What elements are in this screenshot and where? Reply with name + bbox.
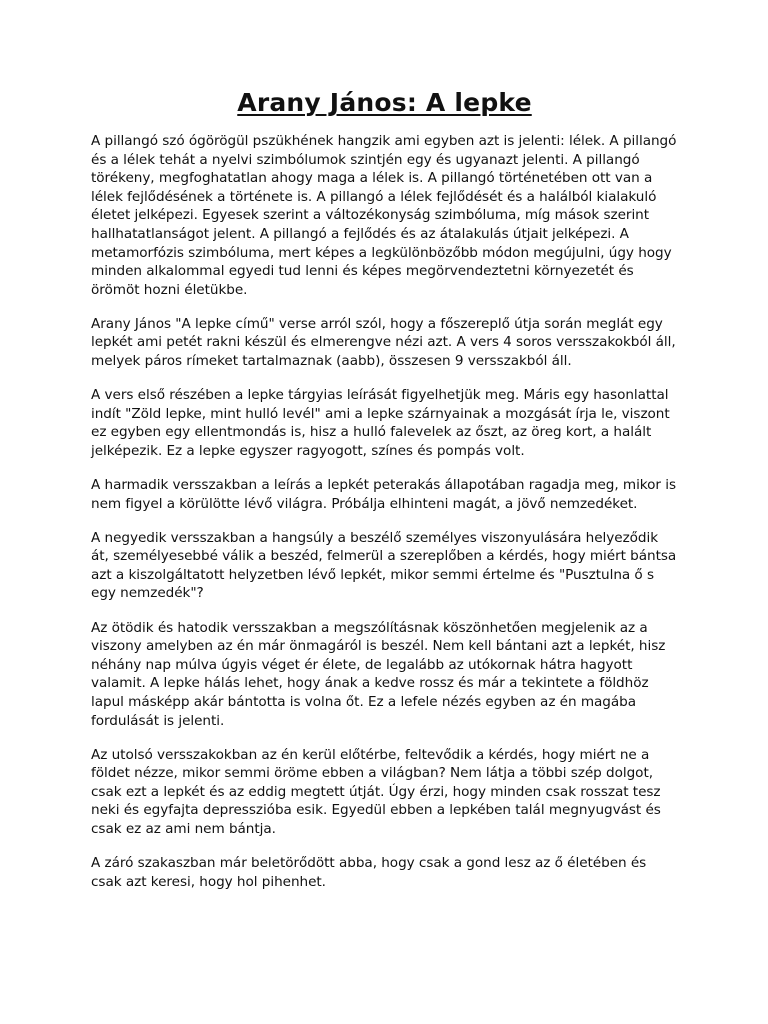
paragraph-4: A harmadik versszakban a leírás a lepkét peterakás állapotában ragadja meg, mikor is nem figyel a körülötte lévő világra. Próbálja elhinteni magát, a jövő nemzedéket. xyxy=(91,477,676,512)
paragraph-5: A negyedik versszakban a hangsúly a beszélő személyes viszonyulására helyeződik át, személyesebbé válik a beszéd, felmerül a szereplőben a kérdés, hogy miért bántsa azt a kiszolgáltatott helyzetben lévő lepkét, mikor semmi értelme és "Pusztulna ő s egy nemzedék"? xyxy=(91,529,677,602)
paragraph-1: A pillangó szó ógörögül pszükhének hangzik ami egyben azt is jelenti: lélek. A pillangó és a lélek tehát a nyelvi szimbólumok szintjén egy és ugyanazt jelenti. A pillangó törékeny, megfoghatatlan ahogy maga a lélek is. A pillangó történetében ott van a lélek fejlődésének a története is. A pillangó a lélek fejlődését és a halálból kialakuló életet jelképezi. Egyesek szerint a változékonyság szimbóluma, míg mások szerint hallhatatlanságot jelent. A pillangó a fejlődés és az átalakulás útjait jelképezi. A metamorfózis szimbóluma, mert képes a legkülönbözőbb módon megújulni, úgy hogy minden alkalommal egyedi tud lenni és képes megörvendeztetni környezetét és örömöt hozni életükbe. xyxy=(91,133,677,298)
paragraph-6: Az ötödik és hatodik versszakban a megszólításnak köszönhetően megjelenik az a viszony amelyben az én már önmagáról is beszél. Nem kell bántani azt a lepkét, hisz néhány nap múlva úgyis véget ér élete, de legalább az utókornak hátra hagyott valamit. A lepke hálás lehet, hogy ának a kedve rossz és már a tekintete a földhöz lapul másképp akár bántotta is volna őt. Ez a lefele nézés egyben az én magába fordulását is jelenti. xyxy=(91,619,666,729)
paragraph-7: Az utolsó versszakokban az én kerül előtérbe, feltevődik a kérdés, hogy miért ne a földet nézze, mikor semmi öröme ebben a világban? Nem látja a többi szép dolgot, csak ezt a lepkét és az eddig megtett útját. Úgy érzi, hogy minden csak rosszat tesz neki és egyfajta depresszióba esik. Egyedül ebben a lepkében talál megnyugvást és csak ez az ami nem bántja. xyxy=(91,746,661,837)
document-page xyxy=(91,86,678,907)
document-title: Arany János: A lepke xyxy=(237,88,532,117)
paragraph-3: A vers első részében a lepke tárgyias leírását figyelhetjük meg. Máris egy hasonlattal indít "Zöld lepke, mint hulló levél" ami a lepke szárnyainak a mozgását írja le, viszont ez egyben egy ellentmondás is, hisz a hulló falevelek az őszt, az öreg kort, a halált jelképezik. Ez a lepke egyszer ragyogott, színes és pompás volt. xyxy=(91,387,670,459)
paragraph-2: Arany János "A lepke című" verse arról szól, hogy a főszereplő útja során meglát egy lepkét ami petét rakni készül és elmerengve nézi azt. A vers 4 soros versszakokból áll, melyek páros rímeket tartalmaznak (aabb), összesen 9 versszakból áll. xyxy=(91,315,676,370)
paragraph-8: A záró szakaszban már beletörődött abba, hogy csak a gond lesz az ő életében és csak azt keresi, hogy hol pihenhet. xyxy=(91,855,647,890)
